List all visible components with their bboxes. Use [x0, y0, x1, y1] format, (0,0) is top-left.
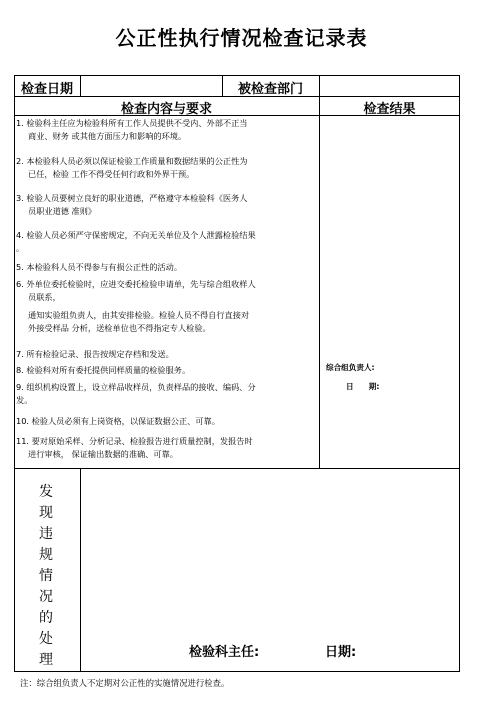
list-item: 5. 本检验科人员不得参与有损公正性的活动。	[16, 262, 182, 272]
footnote: 注：综合组负责人不定期对公正性的实施情况进行检查。	[20, 678, 230, 688]
check-date-value[interactable]	[82, 78, 220, 94]
violation-section-label: 发 现 违 规 情 况 的 处 理	[39, 484, 53, 668]
col-divider	[80, 75, 81, 96]
list-item: 8. 检验科对所有委托提供同样质量的检验服务。	[16, 365, 191, 375]
col-divider	[80, 468, 81, 672]
page-title: 公正性执行情况检查记录表	[115, 26, 368, 50]
check-date-label: 检查日期	[20, 82, 73, 97]
list-item: 10. 检验人员必须有上岗资格，以保证数据公正、可靠。	[16, 416, 220, 426]
list-item: 9. 组织机构设置上，设立样品收样员，负责样品的接收、编码、分 发。	[16, 382, 256, 405]
list-item: 3. 检验人员要树立良好的职业道德，严格遵守本检验科《医务人 员职业道德 准则》	[16, 193, 248, 216]
list-item: 11. 要对原始采样、分析记录、检验报告进行质量控制，发报告时 进行审核， 保证输出数据的准确、可靠。	[16, 436, 253, 459]
violation-notes-area[interactable]	[82, 470, 458, 630]
result-header: 检查结果	[363, 102, 416, 117]
director-label: 检验科主任:	[189, 645, 260, 660]
violation-date-label: 日期:	[325, 645, 357, 660]
list-item: 1. 检验科主任应为检验科所有工作人员提供不受内、外部不正当 商业、财务 或其他方面压力和影响的环境。	[16, 118, 248, 141]
list-item: 4. 检验人员必须严守保密规定，不向无关单位及个人泄露检验结果 。	[16, 230, 256, 253]
content-header: 检查内容与要求	[120, 102, 212, 117]
col-divider	[319, 75, 320, 468]
result-date-label: 日 期:	[346, 382, 380, 391]
list-item: 2. 本检验科人员必须以保证检验工作质量和数据结果的公正性为 已任，检验 工作不得受任何行政和外界干预。	[16, 156, 248, 179]
list-item: 通知实验组负责人，由其安排检验。检验人员不得自行直接对 外接受样品 分析，送检单位也不得指定专人检验。	[28, 310, 250, 333]
result-leader-label: 综合组负责人:	[326, 363, 375, 372]
list-item: 7. 所有检验记录、报告按规定存档和发送。	[16, 349, 174, 359]
dept-label: 被检查部门	[237, 82, 303, 97]
dept-value[interactable]	[321, 78, 458, 94]
list-item: 6. 外单位委托检验时，应进交委托检验申请单，先与综合组收样人 员联系，	[16, 279, 256, 302]
